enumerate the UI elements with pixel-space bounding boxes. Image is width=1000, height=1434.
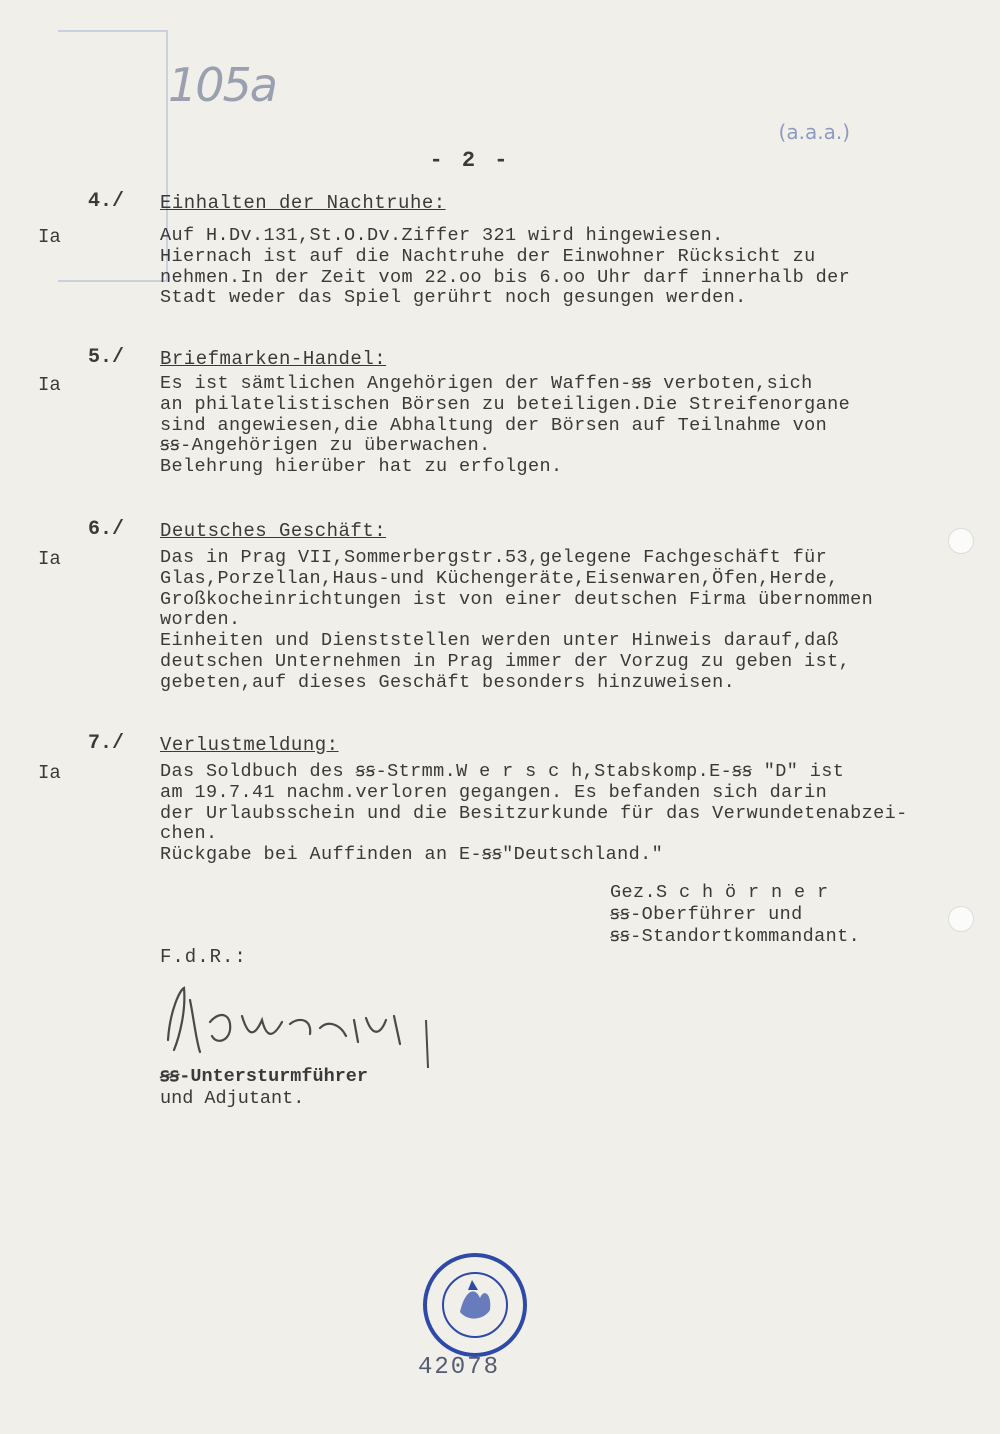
- body-line: Auf H.Dv.131,St.O.Dv.Ziffer 321 wird hingewiesen.: [160, 225, 724, 246]
- body-line: nehmen.In der Zeit vom 22.oo bis 6.oo Uhr darf innerhalb der: [160, 266, 851, 288]
- punch-hole: [948, 528, 974, 554]
- handwritten-signature: [150, 980, 440, 1070]
- section-title: Verlustmeldung:: [160, 734, 339, 756]
- archive-number: 42078: [418, 1354, 501, 1381]
- body-line: am 19.7.41 nachm.verloren gegangen. Es befanden sich darin: [160, 781, 828, 803]
- adjutant-block: [160, 1066, 368, 1110]
- signature-block: [610, 882, 860, 948]
- section-ref: Ia: [38, 374, 61, 396]
- body-line: chen.: [160, 823, 218, 845]
- adjutant-role: und Adjutant.: [160, 1088, 305, 1109]
- section-title: Einhalten der Nachtruhe:: [160, 192, 446, 214]
- body-line: Belehrung hierüber hat zu erfolgen.: [160, 456, 563, 478]
- body-line: worden.: [160, 609, 241, 631]
- body-line: an philatelistischen Börsen zu beteiligen.Die Streifenorgane: [160, 393, 851, 415]
- handwritten-page-number: 105a: [168, 58, 276, 112]
- body-line: Hiernach ist auf die Nachtruhe der Einwohner Rücksicht zu: [160, 245, 816, 267]
- body-line: Das in Prag VII,Sommerbergstr.53,gelegene Fachgeschäft für: [160, 547, 828, 568]
- body-line: Das Soldbuch des ꞩꞩ-Strmm.W e r s c h,Stabskomp.E-ꞩꞩ "D" ist: [160, 761, 845, 782]
- body-line: ꞩꞩ-Angehörigen zu überwachen.: [160, 435, 491, 457]
- body-line: gebeten,auf dieses Geschäft besonders hinzuweisen.: [160, 671, 736, 693]
- signature-line: ꞩꞩ-Standortkommandant.: [610, 926, 861, 947]
- body-line: sind angewiesen,die Abhaltung der Börsen auf Teilnahme von: [160, 414, 828, 436]
- section-number: 5./: [88, 346, 125, 369]
- body-line: Einheiten und Dienststellen werden unter Hinweis darauf,daß: [160, 630, 839, 652]
- section-body: [160, 226, 950, 309]
- body-line: Rückgabe bei Auffinden an E-ꞩꞩ"Deutschland.": [160, 844, 664, 866]
- blue-pencil-marks: (a.a.a.): [778, 120, 850, 144]
- section-ref: Ia: [38, 226, 61, 248]
- archive-stamp-icon: [420, 1250, 530, 1360]
- adjutant-rank: ꞩꞩ-Untersturmführer: [160, 1066, 369, 1087]
- section-number: 6./: [88, 518, 125, 541]
- body-line: Es ist sämtlichen Angehörigen der Waffen-ꞩꞩ verboten,sich: [160, 373, 813, 394]
- body-line: Großkocheinrichtungen ist von einer deutschen Firma übernommen: [160, 588, 874, 610]
- body-line: Glas,Porzellan,Haus-und Küchengeräte,Eisenwaren,Öfen,Herde,: [160, 567, 839, 589]
- body-line: deutschen Unternehmen in Prag immer der Vorzug zu geben ist,: [160, 650, 851, 672]
- section-body: [160, 374, 950, 478]
- signature-line: Gez.S c h ö r n e r: [610, 882, 829, 903]
- signature-line: ꞩꞩ-Oberführer und: [610, 904, 803, 925]
- page-number: - 2 -: [429, 148, 511, 173]
- section-ref: Ia: [38, 548, 61, 570]
- section-body: [160, 762, 950, 866]
- section-body: [160, 548, 950, 694]
- section-number: 7./: [88, 732, 125, 755]
- body-line: der Urlaubsschein und die Besitzurkunde für das Verwundetenabzei-: [160, 802, 908, 824]
- section-ref: Ia: [38, 762, 61, 784]
- section-title: Briefmarken-Handel:: [160, 348, 387, 370]
- section-number: 4./: [88, 190, 125, 213]
- punch-hole: [948, 906, 974, 932]
- body-line: Stadt weder das Spiel gerührt noch gesungen werden.: [160, 287, 747, 309]
- section-title: Deutsches Geschäft:: [160, 520, 387, 542]
- fdr-label: F.d.R.:: [160, 946, 247, 968]
